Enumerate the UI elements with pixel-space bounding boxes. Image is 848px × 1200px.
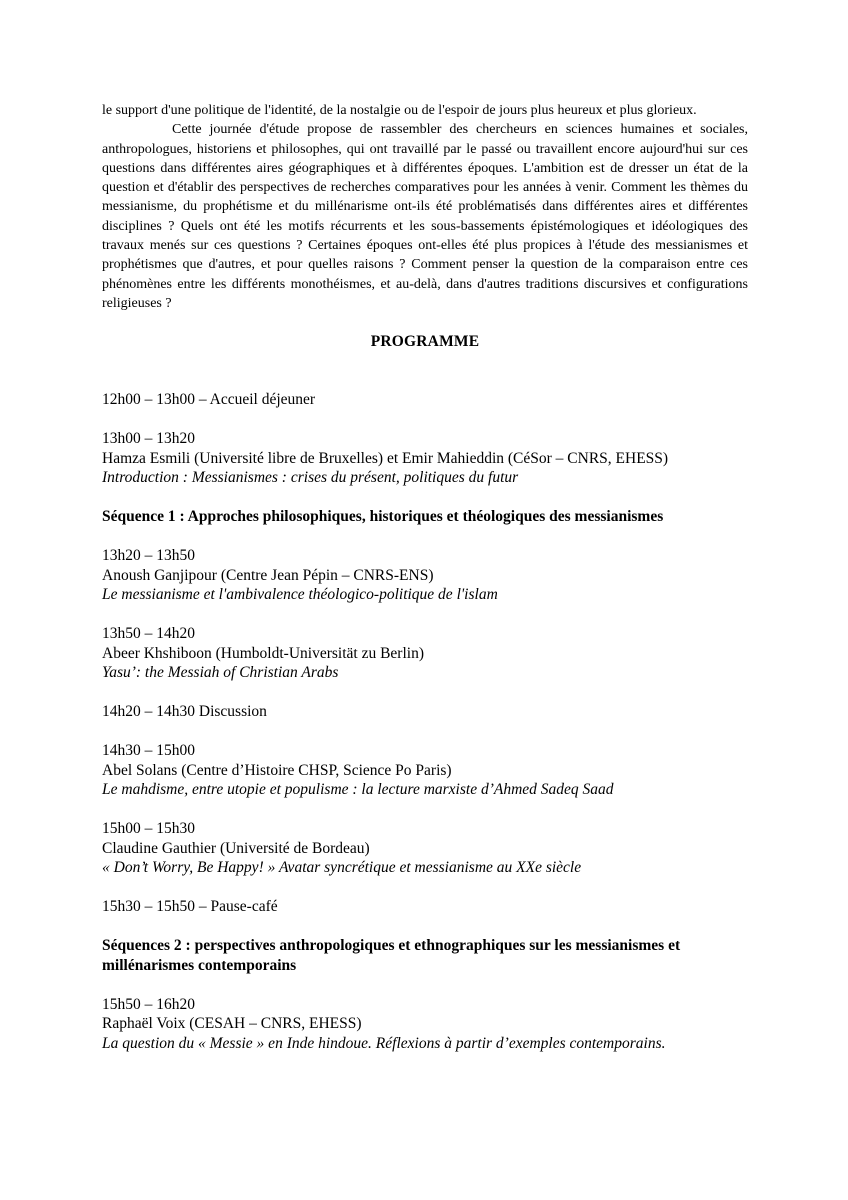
programme-item-ganjipour — [102, 546, 748, 605]
programme-item-discussion — [102, 702, 748, 722]
item-time: 15h50 – 16h20 — [102, 995, 195, 1013]
item-title: Le messianisme et l'ambivalence théologico-politique de l'islam — [102, 586, 498, 604]
programme-item-gauthier — [102, 819, 748, 878]
item-time: 13h20 – 13h50 — [102, 547, 195, 565]
programme-item-solans — [102, 741, 748, 800]
item-time: 15h00 – 15h30 — [102, 820, 195, 838]
programme-heading: PROGRAMME — [370, 333, 480, 351]
item-title: « Don’t Worry, Be Happy! » Avatar syncrétique et messianisme au XXe siècle — [102, 859, 582, 877]
item-title: Le mahdisme, entre utopie et populisme : la lecture marxiste d’Ahmed Sadeq Saad — [102, 781, 614, 799]
programme-item-welcome — [102, 390, 748, 410]
item-time: 13h50 – 14h20 — [102, 625, 195, 643]
intro-paragraph-1: le support d'une politique de l'identité, de la nostalgie ou de l'espoir de jours plus heureux et plus glorieux. — [102, 103, 697, 118]
sequence-title: Séquence 1 : Approches philosophiques, historiques et théologiques des messianismes — [102, 508, 664, 526]
intro-paragraph-2: Cette journée d'étude propose de rassembler des chercheurs en sciences humaines et sociales, anthropologues, historiens et philosophes, qui ont travaillé par le passé ou travaillent encore aujourd'hui sur ces questions dans différentes aires géographiques et à différentes époques. L'ambition est de dresser un état de la question et d'établir des perspectives de recherches comparatives pour les années à venir. Comment les thèmes du messianisme, du prophétisme et du millénarisme ont-ils été problématisés dans différentes aires et différentes disciplines ? Quels ont été les motifs récurrents et les sous-bassements épistémologiques et idéologiques des travaux menés sur ces questions ? Certaines époques ont-elles été plus propices à l'étude des messianismes et prophétismes que d'autres, et pour quelles raisons ? Comment penser la question de la comparaison entre ces phénomènes entre les différents monothéismes, et au-delà, dans d'autres traditions discursives et configurations religieuses ? — [102, 122, 748, 311]
item-speaker: Raphaël Voix (CESAH – CNRS, EHESS) — [102, 1015, 362, 1033]
programme-item-khshiboon — [102, 624, 748, 683]
sequence-title: Séquences 2 : perspectives anthropologiques et ethnographiques sur les messianismes et millénarismes contemporains — [102, 937, 681, 974]
item-speaker: Hamza Esmili (Université libre de Bruxelles) et Emir Mahieddin (CéSor – CNRS, EHESS) — [102, 449, 669, 467]
item-text: 12h00 – 13h00 – Accueil déjeuner — [102, 391, 316, 409]
programme-item-intro — [102, 429, 748, 488]
item-title: Yasu’: the Messiah of Christian Arabs — [102, 664, 339, 682]
item-speaker: Anoush Ganjipour (Centre Jean Pépin – CNRS-ENS) — [102, 566, 434, 584]
sequence-1-heading — [102, 507, 748, 527]
item-speaker: Claudine Gauthier (Université de Bordeau) — [102, 839, 370, 857]
item-time: 14h30 – 15h00 — [102, 742, 195, 760]
sequence-2-heading — [102, 936, 748, 975]
item-title: Introduction : Messianismes : crises du présent, politiques du futur — [102, 469, 519, 487]
programme-list — [102, 390, 748, 1053]
programme-item-coffee-break — [102, 897, 748, 917]
item-title: La question du « Messie » en Inde hindoue. Réflexions à partir d’exemples contemporains. — [102, 1034, 666, 1052]
item-speaker: Abel Solans (Centre d’Histoire CHSP, Science Po Paris) — [102, 761, 452, 779]
document-page — [102, 101, 748, 1053]
item-text: 14h20 – 14h30 Discussion — [102, 703, 267, 721]
item-time: 13h00 – 13h20 — [102, 430, 195, 448]
item-speaker: Abeer Khshiboon (Humboldt-Universität zu Berlin) — [102, 644, 424, 662]
item-text: 15h30 – 15h50 – Pause-café — [102, 898, 278, 916]
programme-item-voix — [102, 995, 748, 1054]
